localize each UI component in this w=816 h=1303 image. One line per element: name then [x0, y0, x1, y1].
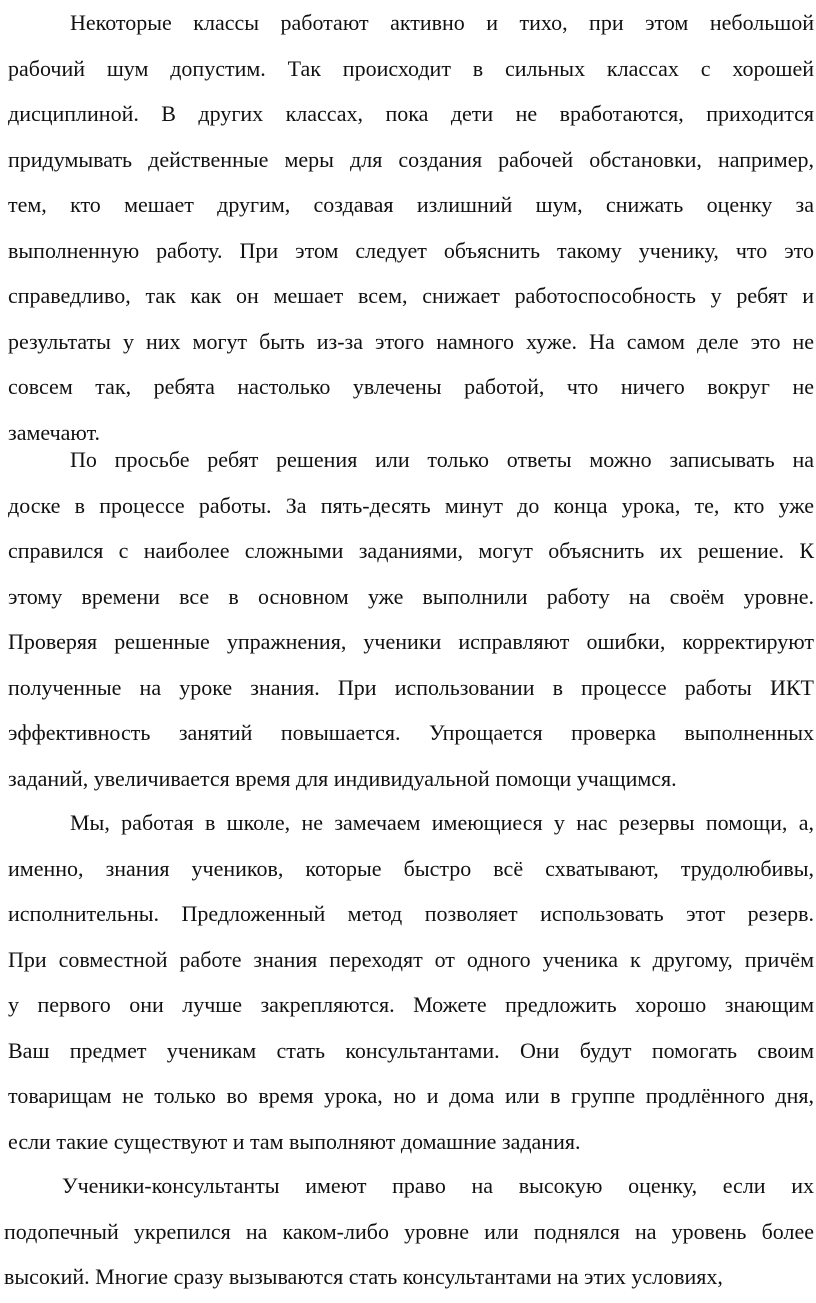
paragraph-4	[4, 1163, 814, 1300]
text-line: высокий. Многие сразу вызываются стать консультантами на этих условиях,	[4, 1264, 723, 1289]
text-line: придумывать действенные меры для создания рабочей обстановки, например,	[8, 146, 814, 172]
text-line: исполнительны. Предложенный метод позволяет использовать этот резерв.	[8, 901, 814, 926]
text-line: Мы, работая в школе, не замечаем имеющиеся у нас резервы помощи, а,	[70, 810, 814, 835]
text-line: заданий, увеличивается время для индивидуальной помощи учащимся.	[8, 765, 677, 791]
text-line: совсем так, ребята настолько увлечены работой, что ничего вокруг не	[8, 374, 814, 399]
text-line: именно, знания учеников, которые быстро всё схватывают, трудолюбивы,	[8, 855, 814, 881]
text-line: если такие существуют и там выполняют домашние задания.	[8, 1128, 581, 1154]
paragraph-1	[8, 0, 814, 455]
text-line: доске в процессе работы. За пять-десять минут до конца урока, те, кто уже	[8, 492, 814, 518]
text-line: Проверяя решенные упражнения, ученики исправляют ошибки, корректируют	[8, 629, 814, 654]
text-line: рабочий шум допустим. Так происходит в сильных классах с хорошей	[8, 55, 814, 81]
text-line: у первого они лучше закрепляются. Можете предложить хорошо знающим	[8, 992, 814, 1017]
text-line: Ученики-консультанты имеют право на высокую оценку, если их	[62, 1173, 814, 1198]
text-line: При совместной работе знания переходят от одного ученика к другому, причём	[8, 946, 814, 972]
text-line: По просьбе ребят решения или только ответы можно записывать на	[70, 447, 814, 472]
text-line: тем, кто мешает другим, создавая излишний шум, снижать оценку за	[8, 192, 814, 217]
text-line: справился с наиболее сложными заданиями, могут объяснить их решение. К	[8, 538, 814, 563]
text-line: справедливо, так как он мешает всем, снижает работоспособность у ребят и	[8, 283, 814, 308]
text-line: эффективность занятий повышается. Упрощается проверка выполненных	[8, 720, 814, 745]
text-line: выполненную работу. При этом следует объяснить такому ученику, что это	[8, 237, 814, 263]
text-line: дисциплиной. В других классах, пока дети не вработаются, приходится	[8, 101, 814, 126]
text-line: Ваш предмет ученикам стать консультантами. Они будут помогать своим	[8, 1037, 814, 1063]
text-line: товарищам не только во время урока, но и дома или в группе продлённого дня,	[8, 1083, 814, 1108]
text-line: Некоторые классы работают активно и тихо, при этом небольшой	[70, 10, 814, 35]
text-line: этому времени все в основном уже выполнили работу на своём уровне.	[8, 583, 814, 609]
paragraph-2	[8, 437, 814, 801]
text-line: полученные на уроке знания. При использовании в процессе работы ИКТ	[8, 674, 814, 700]
text-line: результаты у них могут быть из-за этого намного хуже. На самом деле это не	[8, 328, 814, 354]
text-line: подопечный укрепился на каком-либо уровне или поднялся на уровень более	[4, 1218, 814, 1244]
paragraph-3	[8, 800, 814, 1164]
text-line: замечают.	[8, 419, 101, 445]
